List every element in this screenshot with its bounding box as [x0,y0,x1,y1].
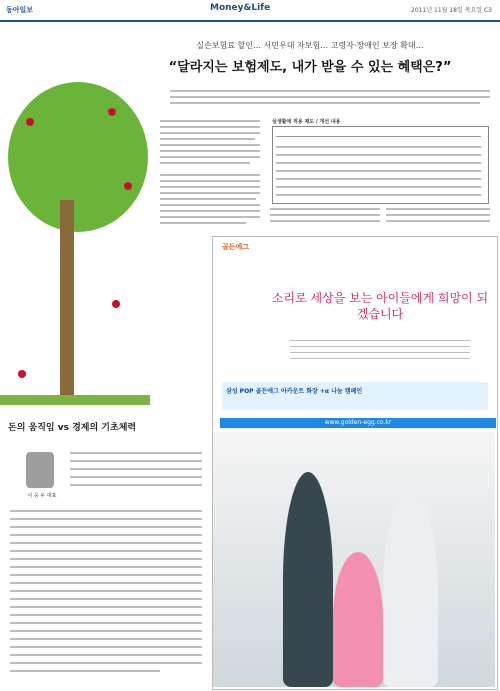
column-title: 돈의 움직임 vs 경제의 기초체력 [8,423,137,433]
column-line [10,670,160,672]
sub-headline: 실손보험료 할인… 서민우대 자보험… 고령자·장애인 보장 확대… [196,41,424,50]
apple-icon [18,370,26,378]
body-line [160,144,260,146]
body-line [160,186,260,188]
column-line [10,566,202,568]
body-line [160,156,260,158]
mother-figure [383,492,438,687]
date-page: 2011년 11월 18일 목요일 C3 [411,7,492,14]
ad-logo: 골든에그 [222,243,250,251]
table-row [276,186,481,188]
table-row [276,162,481,164]
column-line [10,550,202,552]
table-row [276,154,481,156]
column-line [70,452,202,454]
column-line [10,542,202,544]
section-title: Money&Life [210,3,271,13]
column-line [10,606,202,608]
column-line [10,646,202,648]
ad-line [290,358,470,359]
column-line [10,574,202,576]
ad-slogan: 소리로 세상을 보는 아이들에게 희망이 되겠습니다 [271,291,489,321]
ad-line [290,340,470,341]
ad-line [290,346,470,347]
body-line [160,162,250,164]
body-line [160,132,260,134]
body-line [160,150,260,152]
body-line [270,220,380,222]
father-figure [283,472,333,687]
column-line [70,476,202,478]
table-row [276,194,481,196]
info-table [272,126,489,204]
body-line [160,174,260,176]
column-line [10,598,202,600]
column-line [70,460,202,462]
body-line [386,214,490,216]
body-line [270,214,380,216]
body-line [386,208,490,210]
child-figure [333,552,383,687]
main-headline: “달라지는 보험제도, 내가 받을 수 있는 혜택은?” [168,60,452,75]
body-line [160,180,260,182]
tree-trunk-illustration [60,200,74,400]
grass-illustration [0,395,150,405]
tree-crown-illustration [8,82,148,232]
body-line [160,126,260,128]
apple-icon [124,182,132,190]
column-line [10,654,202,656]
lede-line [170,102,480,104]
body-line [270,208,380,210]
column-line [70,468,202,470]
column-line [10,590,202,592]
table-row [276,170,481,172]
lede-line [170,96,490,98]
body-line [160,198,256,200]
table-title: 실생활에 적용 제도 / 개선 내용 [272,119,341,125]
column-line [10,582,202,584]
table-row [276,178,481,180]
ad-line [290,352,470,353]
column-line [10,534,202,536]
column-line [10,622,202,624]
ad-family-photo [213,432,495,687]
body-line [386,220,490,222]
body-line [160,138,255,140]
table-row [276,146,481,148]
body-line [160,222,246,224]
columnist-avatar [26,452,54,488]
body-line [160,204,260,206]
column-line [70,484,202,486]
apple-icon [26,118,34,126]
column-line [10,614,202,616]
column-line [10,662,202,664]
ad-promo-text: 삼성 POP 골든에그 아카운트 화장 +α 나눔 캠페인 [226,388,363,395]
column-line [10,638,202,640]
body-line [160,210,260,212]
columnist-byline: 이 웅 두 대표 [27,493,57,499]
body-line [160,216,260,218]
lede-line [170,90,490,92]
column-line [10,630,202,632]
paper-name: 동아일보 [6,6,34,14]
body-line [160,120,260,122]
ad-url: www.golden-egg.co.kr [324,419,392,426]
ad-url-bar [220,418,496,428]
table-rule [276,136,481,137]
apple-icon [108,108,116,116]
column-line [10,558,202,560]
column-line [10,510,202,512]
apple-icon [112,300,120,308]
column-line [10,526,202,528]
column-line [10,518,202,520]
body-line [160,192,260,194]
